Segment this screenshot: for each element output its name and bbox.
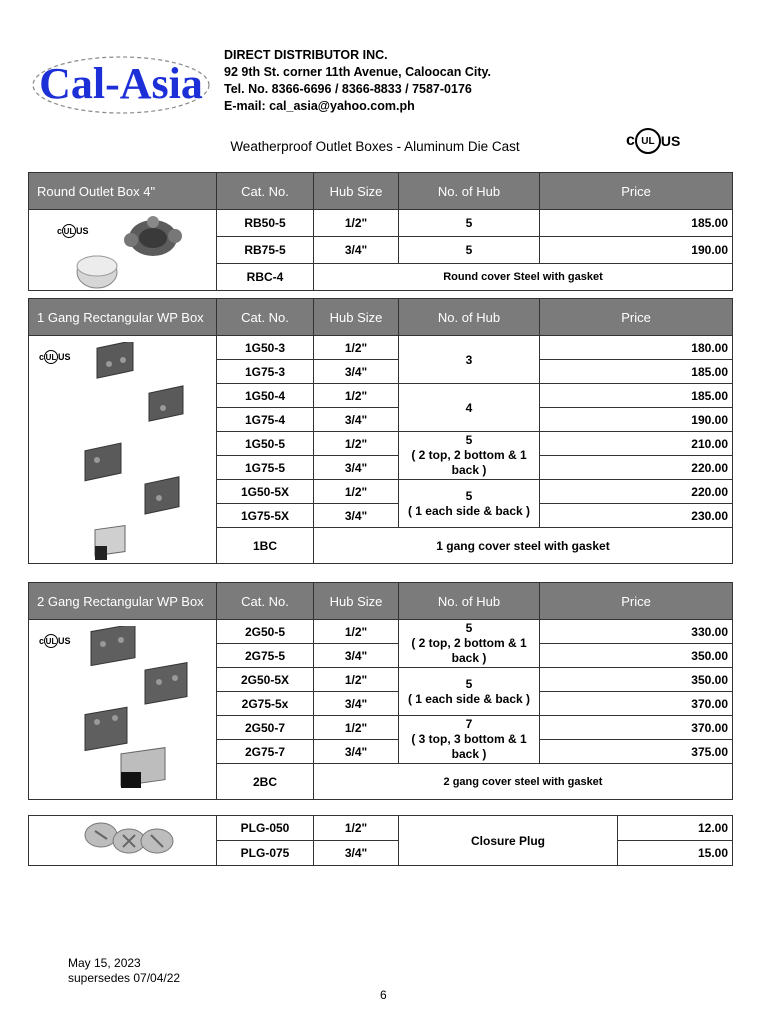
footer-date: May 15, 2023 bbox=[68, 956, 141, 970]
product-image bbox=[29, 620, 217, 800]
table-row: 1BC 1 gang cover steel with gasket bbox=[29, 528, 733, 564]
two-gang-table: 2 Gang Rectangular WP Box Cat. No. Hub Size No. of Hub Price c UL US 2G50-5 1/2" 5 ( 2 top, 2 bottom & 1 back ) 330.00 2G75-5 3/4" 350.00 2G50-5X 1/2" 5 ( 1 each side & back ) 350.00 2G75-5x 3/4" 370.00 2G50-7 1/2" 7 ( 3 top, 3 bottom & 1 back ) 370.00 2G75-7 3/4" 375.00 2BC 2 gang cover steel with gasket bbox=[28, 582, 733, 800]
table-row: 1G50-4 1/2" 4 185.00 bbox=[29, 384, 733, 408]
table-row: PLG-050 1/2" Closure Plug 12.00 bbox=[29, 816, 733, 841]
col-num-hub: No. of Hub bbox=[399, 173, 540, 210]
table-row: c UL US 1G50-3 1/2" 3 180.00 bbox=[29, 336, 733, 360]
section-heading: 2 Gang Rectangular WP Box bbox=[29, 583, 217, 620]
table-row: 2G75-7 3/4" 375.00 bbox=[29, 740, 733, 764]
col-hub-size: Hub Size bbox=[314, 173, 399, 210]
table-row: 1G75-5 3/4" 220.00 bbox=[29, 456, 733, 480]
section-heading: Round Outlet Box 4" bbox=[29, 173, 217, 210]
product-image bbox=[29, 210, 217, 291]
footer-note bbox=[68, 956, 180, 986]
closure-plug-table bbox=[28, 815, 733, 866]
company-email: E-mail: cal_asia@yahoo.com.ph bbox=[224, 99, 415, 113]
footer-supersedes: supersedes 07/04/22 bbox=[68, 971, 181, 985]
product-image bbox=[29, 816, 217, 866]
product-image bbox=[29, 336, 217, 564]
table-row: 2G50-5X 1/2" 5 ( 1 each side & back ) 350.00 bbox=[29, 668, 733, 692]
table-row: 1G50-5 1/2" 5 ( 2 top, 2 bottom & 1 back ) 210.00 bbox=[29, 432, 733, 456]
table-row: c UL US 2G50-5 1/2" 5 ( 2 top, 2 bottom & 1 back ) 330.00 bbox=[29, 620, 733, 644]
table-row: 2G75-5x 3/4" 370.00 bbox=[29, 692, 733, 716]
ul-certification-mark: c UL US bbox=[626, 128, 680, 154]
table-row: 2G50-7 1/2" 7 ( 3 top, 3 bottom & 1 back ) 370.00 bbox=[29, 716, 733, 740]
round-box-table bbox=[28, 172, 733, 291]
table-row: 1G75-3 3/4" 185.00 bbox=[29, 360, 733, 384]
logo-text: Cal-Asia bbox=[39, 59, 203, 108]
one-gang-table: 1 Gang Rectangular WP Box Cat. No. Hub Size No. of Hub Price c UL US 1G50-3 1/2" 3 180.00 1G75-3 3/4" 185.00 1G50-4 1/2" 4 185.00 1G75-4 3/4" 190.00 1G50-5 1/2" 5 ( 2 top, 2 bottom & 1 back ) 210.00 1G75-5 3/4" 220.00 1G50-5X 1/2" 5 ( 1 each side & back ) 220.00 1G75-5X 3/4" 230.00 1BC 1 gang cover steel with gasket bbox=[28, 298, 733, 564]
col-price: Price bbox=[540, 173, 733, 210]
page-title: Weatherproof Outlet Boxes - Aluminum Die Cast bbox=[230, 139, 520, 154]
table-row: RBC-4 Round cover Steel with gasket bbox=[29, 264, 733, 291]
page-number: 6 bbox=[380, 988, 387, 1002]
ul-mark-icon: c UL US bbox=[39, 352, 71, 362]
company-address: 92 9th St. corner 11th Avenue, Caloocan City. bbox=[224, 65, 491, 79]
table-row: 1G75-4 3/4" 190.00 bbox=[29, 408, 733, 432]
table-row: 1G50-5X 1/2" 5 ( 1 each side & back ) 220.00 bbox=[29, 480, 733, 504]
table-row: PLG-075 3/4" 15.00 bbox=[29, 841, 733, 866]
table-row: 1G75-5X 3/4" 230.00 bbox=[29, 504, 733, 528]
company-info bbox=[224, 47, 491, 115]
col-cat: Cat. No. bbox=[217, 173, 314, 210]
ul-mark-icon: c UL US bbox=[39, 636, 71, 646]
company-phone: Tel. No. 8366-6696 / 8366-8833 / 7587-0176 bbox=[224, 82, 472, 96]
table-row: RB75-5 3/4" 5 190.00 bbox=[29, 237, 733, 264]
company-name: DIRECT DISTRIBUTOR INC. bbox=[224, 48, 388, 62]
ul-mark-icon: c UL US bbox=[57, 226, 89, 236]
company-logo bbox=[30, 54, 212, 116]
table-row: 2BC 2 gang cover steel with gasket bbox=[29, 764, 733, 800]
table-row: c UL US RB50-5 1/2" 5 185.00 bbox=[29, 210, 733, 237]
table-row: 2G75-5 3/4" 350.00 bbox=[29, 644, 733, 668]
section-heading: 1 Gang Rectangular WP Box bbox=[29, 299, 217, 336]
